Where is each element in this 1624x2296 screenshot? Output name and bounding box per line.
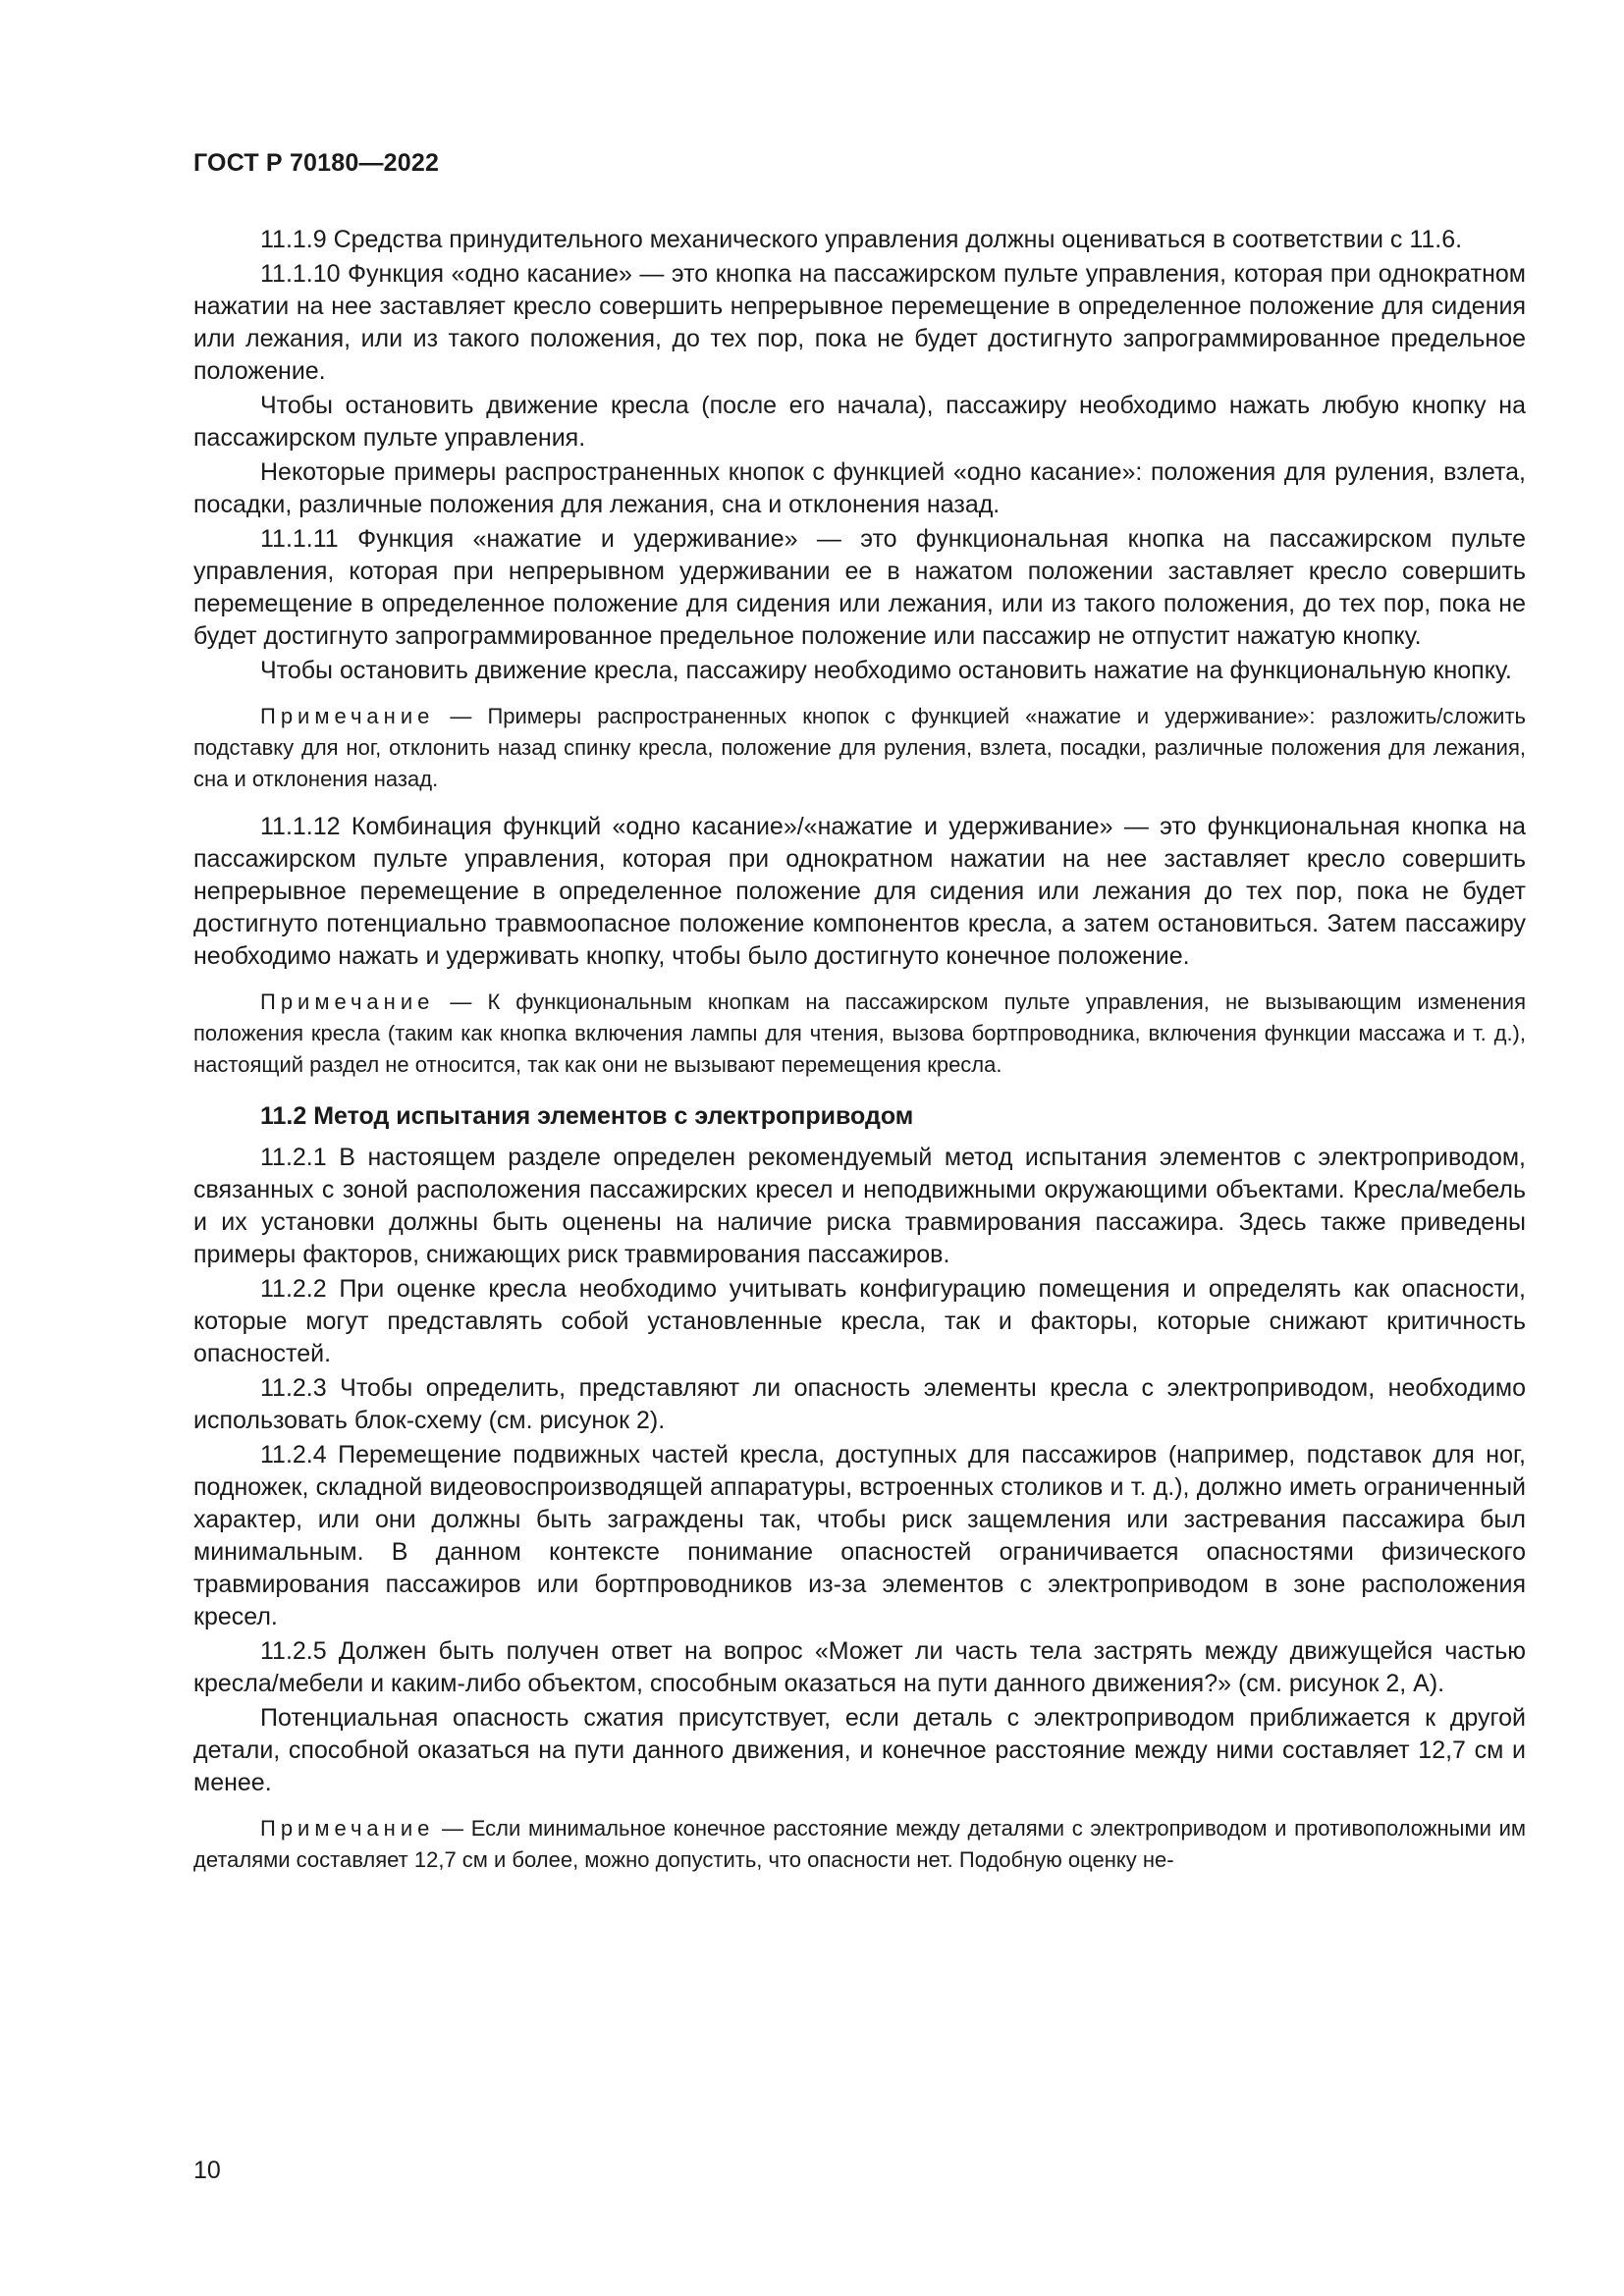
section-heading-11-2: 11.2 Метод испытания элементов с электроприводом <box>260 1102 914 1130</box>
paragraph-11-2-5: 11.2.5 Должен быть получен ответ на вопрос «Может ли часть тела застрять между движущейся частью кресла/мебели и каким-либо объектом, способным оказаться на пути данного движения?» (см. рисунок 2, А). <box>193 1637 1526 1697</box>
paragraph-11-2-2: 11.2.2 При оценке кресла необходимо учитывать конфигурацию помещения и определять как опасности, которые могут представлять собой установленные кресла, так и факторы, которые снижают критичность опасностей. <box>193 1275 1526 1367</box>
note-1-label: Примечание <box>260 704 435 728</box>
note-2 <box>193 987 1526 1081</box>
document-code: ГОСТ Р 70180—2022 <box>193 149 440 177</box>
paragraph-one-touch-examples: Некоторые примеры распространенных кнопок с функцией «одно касание»: положения для руления, взлета, посадки, различные положения для лежания, сна и отклонения назад. <box>193 458 1526 518</box>
document-body <box>193 224 1526 1892</box>
note-2-label: Примечание <box>260 989 435 1014</box>
document-page <box>193 0 1526 2296</box>
paragraph-11-1-12: 11.1.12 Комбинация функций «одно касание»/«нажатие и удерживание» — это функциональная кнопка на пассажирском пульте управления, которая при однократном нажатии на нее заставляет кресло совершить непрерывное перемещение в определенное положение для сидения или лежания до тех пор, пока не будет достигнуто потенциально травмоопасное положение компонентов кресла, а затем остановиться. Затем пассажиру необходимо нажать и удерживать кнопку, чтобы было достигнуто конечное положение. <box>193 813 1526 970</box>
note-3-label: Примечание <box>260 1816 435 1841</box>
note-1-text: — Примеры распространенных кнопок с функцией «нажатие и удерживание»: разложить/сложить подставку для ног, отклонить назад спинку кресла, положение для руления, взлета, посадки, различные положения для лежания, сна и отклонения назад. <box>193 704 1526 791</box>
paragraph-compression-hazard: Потенциальная опасность сжатия присутствует, если деталь с электроприводом приближается к другой детали, способной оказаться на пути данного движения, и конечное расстояние между ними составляет 12,7 см и менее. <box>193 1704 1526 1796</box>
paragraph-stop-motion: Чтобы остановить движение кресла (после его начала), пассажиру необходимо нажать любую кнопку на пассажирском пульте управления. <box>193 392 1526 452</box>
paragraph-stop-press: Чтобы остановить движение кресла, пассажиру необходимо остановить нажатие на функциональную кнопку. <box>260 657 1512 684</box>
note-2-text: — К функциональным кнопкам на пассажирском пульте управления, не вызывающим изменения положения кресла (таким как кнопка включения лампы для чтения, вызова бортпроводника, включения функции массажа и т. д.), настоящий раздел не относится, так как они не вызывают перемещения кресла. <box>193 989 1526 1077</box>
note-3-text: — Если минимальное конечное расстояние между деталями с электроприводом и противоположными им деталями составляет 12,7 см и более, можно допустить, что опасности нет. Подобную оценку не- <box>193 1816 1526 1872</box>
paragraph-11-2-1: 11.2.1 В настоящем разделе определен рекомендуемый метод испытания элементов с электроприводом, связанных с зоной расположения пассажирских кресел и неподвижными окружающими объектами. Кресла/мебель и их установки должны быть оценены на наличие риска травмирования пассажира. Здесь также приведены примеры факторов, снижающих риск травмирования пассажиров. <box>193 1144 1526 1268</box>
paragraph-11-1-9: 11.1.9 Средства принудительного механического управления должны оцениваться в соответствии с 11.6. <box>260 226 1463 253</box>
paragraph-11-2-3: 11.2.3 Чтобы определить, представляют ли опасность элементы кресла с электроприводом, необходимо использовать блок-схему (см. рисунок 2). <box>193 1374 1526 1434</box>
note-3 <box>193 1813 1526 1876</box>
paragraph-11-1-11: 11.1.11 Функция «нажатие и удерживание» — это функциональная кнопка на пассажирском пульте управления, которая при непрерывном удерживании ее в нажатом положении заставляет кресло совершить перемещение в определенное положение для сидения или лежания, или из такого положения, до тех пор, пока не будет достигнуто запрограммированное предельное положение или пассажир не отпустит нажатую кнопку. <box>193 525 1526 650</box>
paragraph-11-1-10: 11.1.10 Функция «одно касание» — это кнопка на пассажирском пульте управления, которая при однократном нажатии на нее заставляет кресло совершить непрерывное перемещение в определенное положение для сидения или лежания, или из такого положения, до тех пор, пока не будет достигнуто запрограммированное предельное положение. <box>193 260 1526 385</box>
paragraph-11-2-4: 11.2.4 Перемещение подвижных частей кресла, доступных для пассажиров (например, подставок для ног, подножек, складной видеовоспроизводящей аппаратуры, встроенных столиков и т. д.), должно иметь ограниченный характер, или они должны быть заграждены так, чтобы риск защемления или застревания пассажира был минимальным. В данном контексте понимание опасностей ограничивается опасностями физического травмирования пассажиров или бортпроводников из-за элементов с электроприводом в зоне расположения кресел. <box>193 1441 1526 1630</box>
page-number: 10 <box>193 2157 221 2184</box>
note-1 <box>193 701 1526 795</box>
